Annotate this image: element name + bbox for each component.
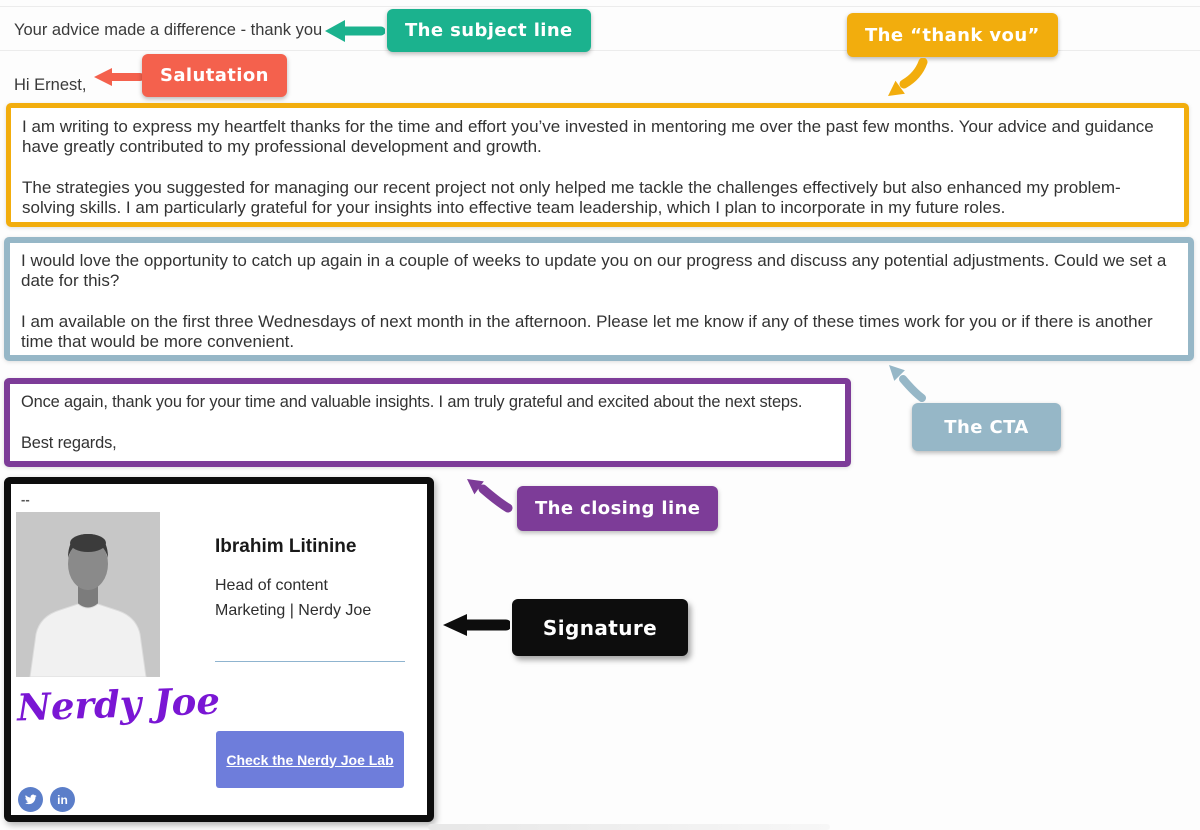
profile-photo xyxy=(16,512,160,677)
signature-arrow-icon xyxy=(440,610,510,640)
linkedin-icon[interactable] xyxy=(50,787,75,812)
signature-label-text: Signature xyxy=(542,615,658,640)
signature-company: Marketing | Nerdy Joe xyxy=(215,602,372,619)
closing-signoff: Best regards, xyxy=(21,434,117,452)
thank-you-paragraph-2: The strategies you suggested for managing our recent project not only helped me tackle the challenges effectively but also enhanced my problem-solving skills. I am particularly grateful for your insights into effective team leadership, which I plan to incorporate in my future roles. xyxy=(22,178,1121,217)
linkedin-glyph: in xyxy=(57,792,68,807)
closing-arrow-icon xyxy=(464,476,514,514)
salutation-arrow-icon xyxy=(92,66,144,88)
nerdy-joe-logo: Nerdy Joe xyxy=(16,678,221,730)
subject-arrow-icon xyxy=(323,18,385,44)
thank-you-section xyxy=(6,103,1189,227)
email-subject: Your advice made a difference - thank you xyxy=(14,21,323,39)
subject-line-label xyxy=(387,9,591,52)
cta-paragraph-1: I would love the opportunity to catch up again in a couple of weeks to update you on our progress and discuss any potential adjustments. Could we set a date for this? xyxy=(21,251,1167,290)
signature-label xyxy=(512,599,688,656)
salutation-label xyxy=(142,54,287,97)
salutation-label-text: Salutation xyxy=(160,65,269,86)
thank-you-label xyxy=(847,13,1058,57)
bottom-edge-strip xyxy=(428,824,830,830)
closing-line-label xyxy=(517,486,718,531)
signature-delimiter: -- xyxy=(21,492,30,507)
cta-paragraph-2: I am available on the first three Wednesdays of next month in the afternoon. Please let me know if any of these times work for you or if there is another time that would be more convenient. xyxy=(21,312,1153,351)
subject-line-label-text: The subject line xyxy=(405,20,573,41)
closing-section xyxy=(4,378,851,467)
email-salutation: Hi Ernest, xyxy=(14,76,87,94)
cta-arrow-icon xyxy=(886,362,928,402)
top-divider xyxy=(0,6,1200,7)
nerdy-joe-lab-button-text: Check the Nerdy Joe Lab xyxy=(226,751,394,768)
signature-job-title: Head of content xyxy=(215,577,328,594)
cta-label xyxy=(912,403,1061,451)
thank-you-arrow-icon xyxy=(884,58,928,100)
twitter-icon[interactable] xyxy=(18,787,43,812)
closing-line-label-text: The closing line xyxy=(535,498,701,519)
cta-section xyxy=(4,237,1194,361)
closing-paragraph: Once again, thank you for your time and valuable insights. I am truly grateful and excited about the next steps. xyxy=(21,393,803,411)
cta-label-text: The CTA xyxy=(944,416,1029,438)
twitter-bird-icon xyxy=(24,793,38,806)
signature-card xyxy=(4,477,434,822)
thank-you-label-text: The “thank vou” xyxy=(865,24,1040,46)
signature-name: Ibrahim Litinine xyxy=(215,536,357,557)
thank-you-paragraph-1: I am writing to express my heartfelt thanks for the time and effort you’ve invested in mentoring me over the past few months. Your advice and guidance have greatly contributed to my professional development and growth. xyxy=(22,117,1154,156)
signature-divider xyxy=(215,661,405,662)
nerdy-joe-lab-button[interactable] xyxy=(216,731,404,788)
